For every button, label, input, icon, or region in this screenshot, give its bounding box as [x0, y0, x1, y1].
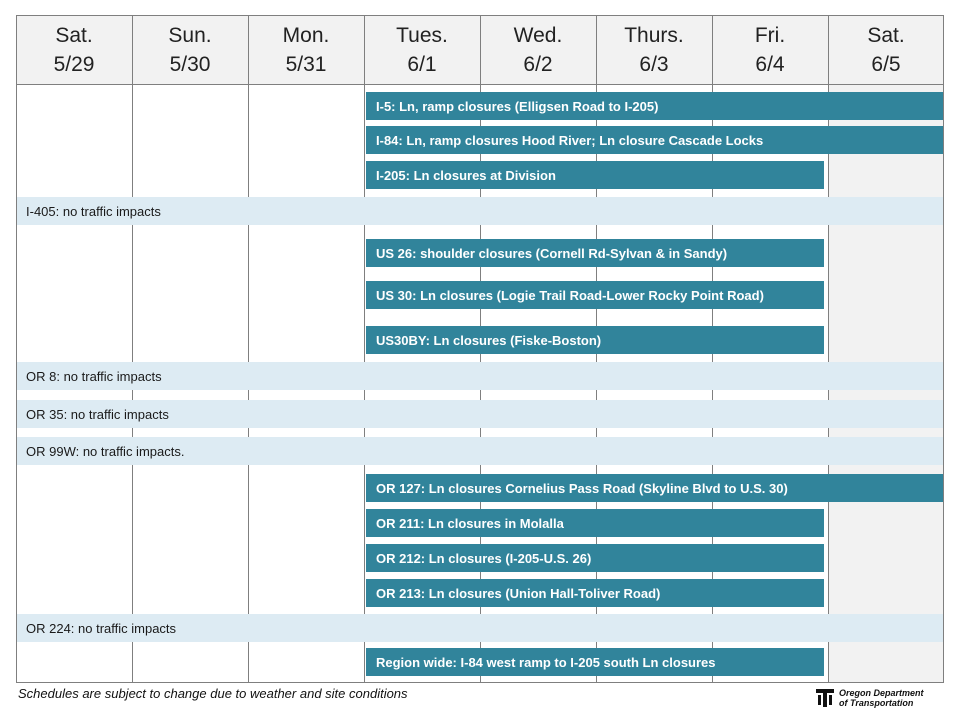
logo-line-2: of Transportation	[839, 698, 914, 708]
day-date: 5/30	[169, 52, 211, 76]
day-header	[712, 15, 828, 85]
day-header	[248, 15, 364, 85]
column-divider	[364, 15, 365, 683]
logo-line-1: Oregon Department	[839, 688, 924, 698]
column-divider	[132, 15, 133, 683]
day-name: Fri.	[754, 23, 786, 47]
day-date: 6/2	[523, 52, 553, 76]
closure-bar: OR 127: Ln closures Cornelius Pass Road (Skyline Blvd to U.S. 30)	[366, 474, 944, 502]
closure-bar: US30BY: Ln closures (Fiske-Boston)	[366, 326, 824, 354]
column-divider	[248, 15, 249, 683]
day-header	[596, 15, 712, 85]
day-header	[480, 15, 596, 85]
closure-bar: Region wide: I-84 west ramp to I-205 south Ln closures	[366, 648, 824, 676]
odot-logo-text	[839, 688, 924, 708]
day-header	[16, 15, 132, 85]
closure-bar: OR 212: Ln closures (I-205-U.S. 26)	[366, 544, 824, 572]
day-date: 6/1	[407, 52, 437, 76]
no-impact-band: OR 224: no traffic impacts	[16, 614, 944, 642]
day-date: 6/3	[639, 52, 669, 76]
no-impact-band: OR 8: no traffic impacts	[16, 362, 944, 390]
day-header	[132, 15, 248, 85]
day-name: Thurs.	[624, 23, 684, 47]
closure-bar: I-84: Ln, ramp closures Hood River; Ln closure Cascade Locks	[366, 126, 944, 154]
day-header	[828, 15, 944, 85]
day-name: Sun.	[168, 23, 212, 47]
closure-bar: US 30: Ln closures (Logie Trail Road-Lower Rocky Point Road)	[366, 281, 824, 309]
schedule-footnote: Schedules are subject to change due to weather and site conditions	[18, 686, 408, 701]
odot-logo	[815, 688, 924, 708]
odot-logo-icon	[815, 688, 835, 708]
no-impact-band: OR 99W: no traffic impacts.	[16, 437, 944, 465]
day-date: 6/5	[871, 52, 901, 76]
closure-bar: US 26: shoulder closures (Cornell Rd-Sylvan & in Sandy)	[366, 239, 824, 267]
no-impact-band: OR 35: no traffic impacts	[16, 400, 944, 428]
no-impact-band: I-405: no traffic impacts	[16, 197, 944, 225]
construction-calendar	[16, 15, 944, 683]
closure-bar: I-205: Ln closures at Division	[366, 161, 824, 189]
day-name: Tues.	[396, 23, 448, 47]
closure-bar: OR 211: Ln closures in Molalla	[366, 509, 824, 537]
day-name: Wed.	[513, 23, 563, 47]
day-date: 5/29	[53, 52, 95, 76]
day-name: Sat.	[867, 23, 905, 47]
day-name: Sat.	[55, 23, 93, 47]
closure-bar: I-5: Ln, ramp closures (Elligsen Road to I-205)	[366, 92, 944, 120]
day-name: Mon.	[282, 23, 330, 47]
day-date: 5/31	[285, 52, 327, 76]
closure-bar: OR 213: Ln closures (Union Hall-Toliver Road)	[366, 579, 824, 607]
day-date: 6/4	[755, 52, 785, 76]
day-header	[364, 15, 480, 85]
